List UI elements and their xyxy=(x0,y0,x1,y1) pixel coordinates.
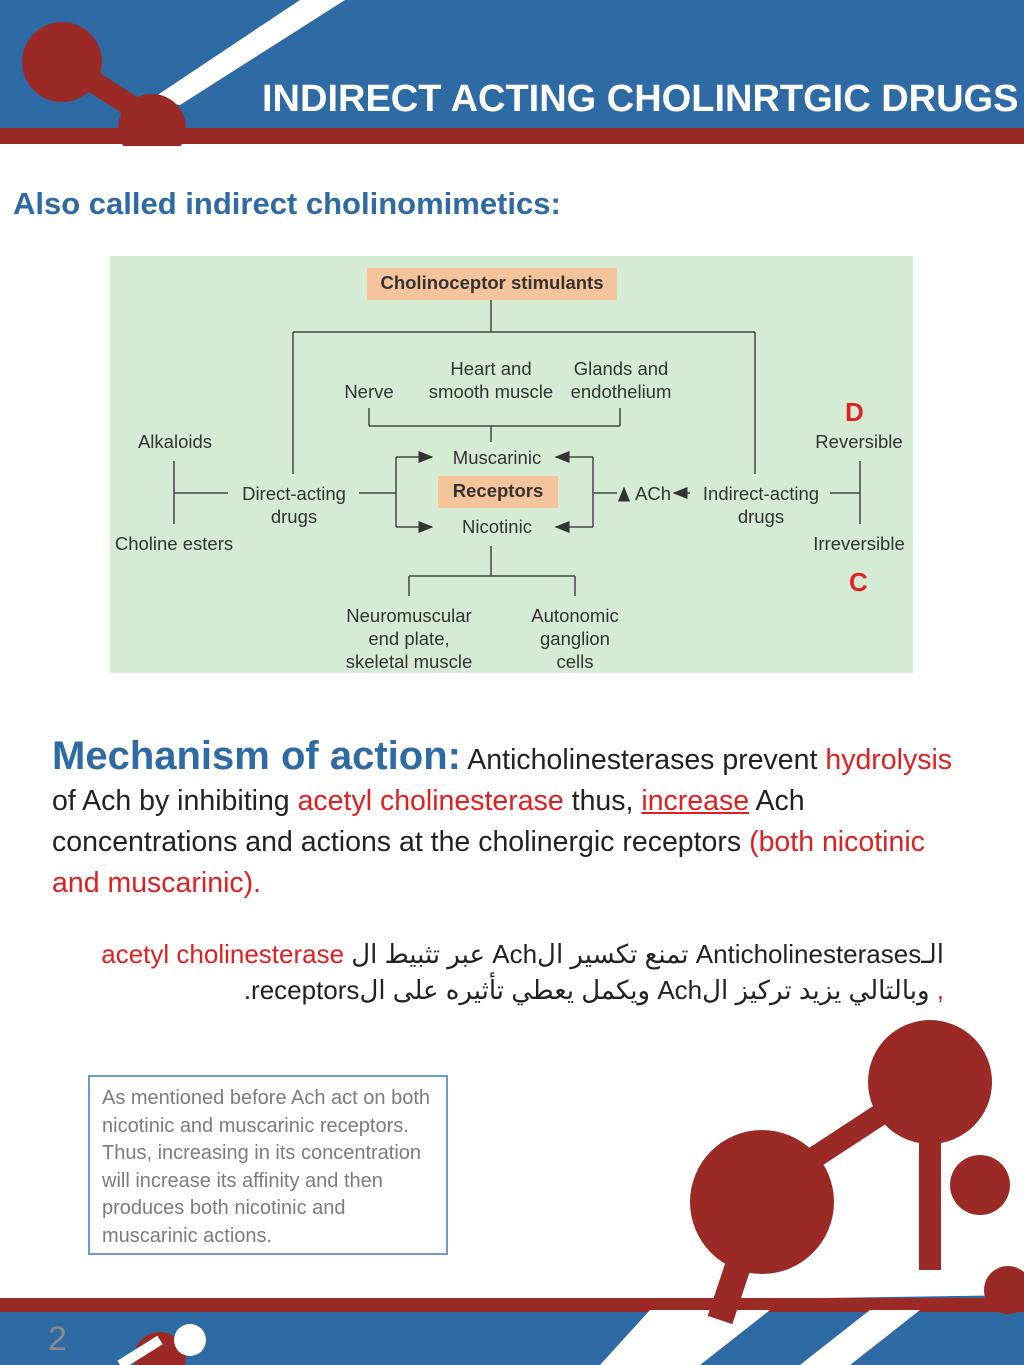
indirect-acting-label xyxy=(694,482,828,528)
autonomic-line1: Autonomic xyxy=(531,605,619,626)
arabic-line-2 xyxy=(88,972,944,1008)
mech-text-1: Anticholinesterases prevent xyxy=(460,744,826,776)
header-banner xyxy=(0,0,1024,146)
mech-red-receptors: (both nicotinic and muscarinic). xyxy=(52,826,925,899)
nerve-label: Nerve xyxy=(344,381,394,402)
heart-label-line2: smooth muscle xyxy=(428,381,554,402)
glands-label-line2: endothelium xyxy=(570,381,672,402)
header-decoration xyxy=(0,0,1024,146)
ach-label: ACh xyxy=(635,483,671,504)
subtitle: Also called indirect cholinomimetics: xyxy=(13,186,561,221)
arabic-line-2-comma: , xyxy=(929,975,944,1005)
nicotinic-label: Nicotinic xyxy=(462,516,532,537)
glands-label xyxy=(562,357,680,403)
indirect-acting-line2: drugs xyxy=(737,506,785,527)
autonomic-line3: cells xyxy=(556,651,594,672)
mark-d: D xyxy=(845,397,864,427)
arabic-line-1-red: acetyl cholinesterase xyxy=(101,939,345,969)
heart-label xyxy=(421,357,561,403)
arabic-explanation xyxy=(88,936,944,1008)
reversible-label: Reversible xyxy=(815,431,903,452)
alkaloids-label: Alkaloids xyxy=(137,431,213,452)
autonomic-label xyxy=(520,604,630,673)
neuromuscular-line2: end plate, xyxy=(368,628,450,649)
neuromuscular-label xyxy=(332,604,486,673)
arabic-line-1-text: الـAnticholinesterases تمنع تكسير الAch عبر تثبيط ال xyxy=(344,939,944,969)
arabic-line-1 xyxy=(88,936,944,972)
mech-text-3: thus, xyxy=(563,785,642,817)
mech-text-4: Ach concentrations and actions at the cholinergic receptors xyxy=(52,785,805,858)
neuromuscular-line3: skeletal muscle xyxy=(345,651,473,672)
page-number: 2 xyxy=(48,1320,67,1358)
direct-acting-line2: drugs xyxy=(270,506,318,527)
mark-c: C xyxy=(849,567,868,597)
direct-acting-line1: Direct-acting xyxy=(242,483,346,504)
mechanism-heading: Mechanism of action: xyxy=(52,734,461,778)
note-box: As mentioned before Ach act on both nicotinic and muscarinic receptors. Thus, increasing in its concentration will increase its affinity and then produces both nicotinic and muscarinic actions. xyxy=(88,1075,448,1255)
mech-text-2: of Ach by inhibiting xyxy=(52,785,298,817)
page-title: INDIRECT ACTING CHOLINRTGIC DRUGS xyxy=(262,78,1019,120)
autonomic-line2: ganglion xyxy=(540,628,610,649)
mech-red-hydrolysis: hydrolysis xyxy=(825,744,953,776)
mech-red-enzyme: acetyl cholinesterase xyxy=(297,785,564,817)
cholinoceptor-diagram xyxy=(110,256,913,673)
glands-label-line1: Glands and xyxy=(573,358,669,379)
heart-label-line1: Heart and xyxy=(450,358,532,379)
indirect-acting-line1: Indirect-acting xyxy=(702,483,820,504)
mechanism-paragraph xyxy=(52,736,977,904)
receptors-box: Receptors xyxy=(438,476,558,508)
cholinoceptor-stimulants-box: Cholinoceptor stimulants xyxy=(367,268,617,300)
choline-esters-label: Choline esters xyxy=(114,533,234,554)
mech-red-increase: increase xyxy=(641,785,750,817)
arabic-line-2-text: وبالتالي يزيد تركيز الAch ويكمل يعطي تأثيره على الreceptors. xyxy=(243,975,930,1005)
neuromuscular-line1: Neuromuscular xyxy=(346,605,472,626)
irreversible-label: Irreversible xyxy=(813,533,905,554)
muscarinic-label: Muscarinic xyxy=(452,447,542,468)
direct-acting-label xyxy=(232,482,356,528)
